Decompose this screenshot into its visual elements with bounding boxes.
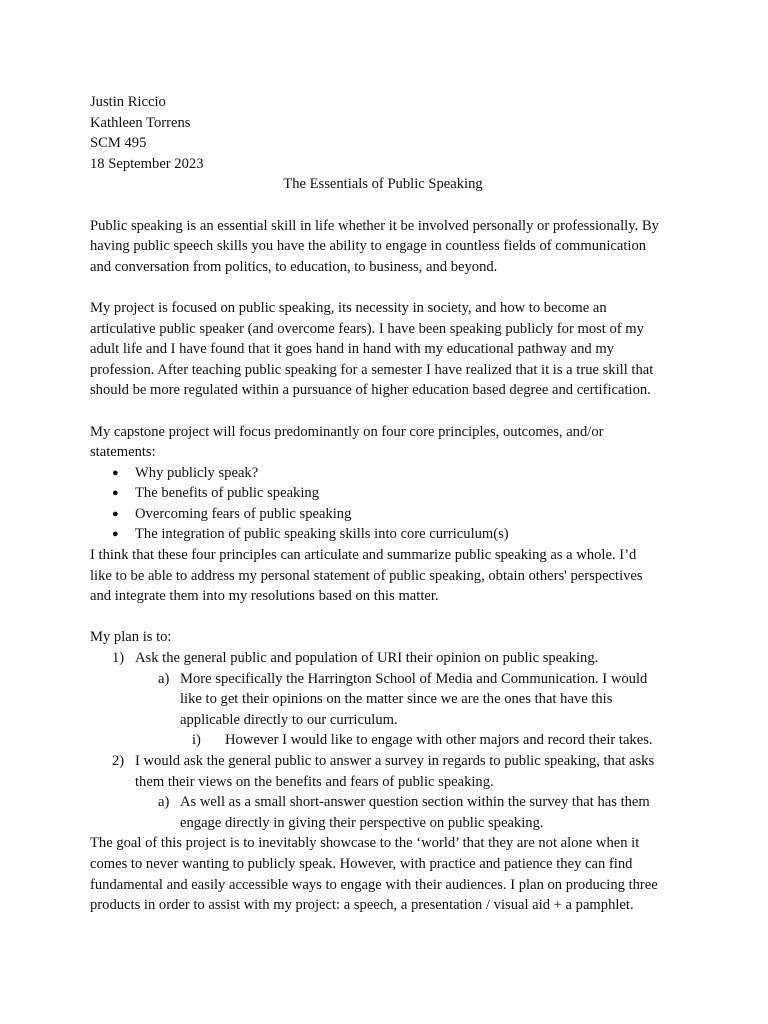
paragraph-line: I think that these four principles can articulate and summarize public speaking as a whole. I’d [90,547,637,564]
list-item: ● Overcoming fears of public speaking [90,504,690,525]
paragraph-line: comes to never wanting to publicly speak. However, with practice and patience they can find [90,855,633,872]
course-code: SCM 495 [90,135,147,152]
plan-heading: My plan is to: [90,629,172,646]
paragraph-line: and integrate them into my resolutions based on this matter. [90,588,439,605]
list-marker: i) [192,732,201,749]
list-marker: 2) [112,753,125,769]
plan-item-1ai: i) However I would like to engage with other majors and record their takes. [90,730,690,751]
intro-paragraph [90,216,690,278]
paragraph-line: articulative public speaker (and overcome fears). I have been speaking publicly for most of my [90,320,644,337]
document-body [90,92,690,916]
instructor-name: Kathleen Torrens [90,114,191,131]
document-title: The Essentials of Public Speaking [283,176,483,193]
paragraph-line: The goal of this project is to inevitably showcase to the ‘world’ that they are not alone when it [90,835,640,852]
paragraph-line: like to be able to address my personal statement of public speaking, obtain others' perspectives [90,567,643,584]
paragraph-line: profession. After teaching public speaking for a semester I have realized that it is a true skill that [90,361,654,378]
paragraph-line: Public speaking is an essential skill in life whether it be involved personally or professionally. By [90,217,659,234]
list-marker: a) [158,670,170,687]
paragraph-line: should be more regulated within a pursuance of higher education based degree and certification. [90,382,651,399]
list-marker: a) [158,794,170,811]
plan-item-1: 1) Ask the general public and population of URI their opinion on public speaking. [90,648,690,669]
paragraph-line: having public speech skills you have the ability to engage in countless fields of communication [90,238,647,255]
list-item: ● The benefits of public speaking [90,483,690,504]
document-date: 18 September 2023 [90,155,204,172]
author-name: Justin Riccio [90,94,166,110]
paragraph-line: and conversation from politics, to education, to business, and beyond. [90,258,498,275]
principles-list [90,463,690,545]
paragraph-line: My project is focused on public speaking, its necessity in society, and how to become an [90,299,607,316]
paragraph-line: adult life and I have found that it goes hand in hand with my educational pathway and my [90,341,615,358]
project-paragraph [90,298,690,401]
paragraph-line: products in order to assist with my project: a speech, a presentation / visual aid + a pamphlet. [90,897,634,914]
plan-item-2a: a) As well as a small short-answer question section within the survey that has them engage directly in giving their perspective on public speaking. [158,794,650,831]
bullet-icon: ● [112,528,119,541]
bullet-icon: ● [112,466,119,479]
paragraph-line: statements: [90,444,156,461]
goal-paragraph [90,833,690,915]
plan-item-2: 2) I would ask the general public to answer a survey in regards to public speaking, that asks them their views on the benefits and fears of public speaking. [112,753,655,790]
bullet-icon: ● [112,507,119,520]
list-item: ● The integration of public speaking skills into core curriculum(s) [90,524,690,545]
bullet-icon: ● [112,487,119,500]
plan-item-1a: a) More specifically the Harrington School of Media and Communication. I would like to get their opinions on the matter since we are the ones that have this applicable directly to our curriculum. [158,670,648,728]
paragraph-line: fundamental and easily accessible ways to engage with their audiences. I plan on producing three [90,876,658,893]
plan-list [90,648,690,833]
list-item: ● Why publicly speak? [90,463,690,484]
document-header [90,92,690,174]
list-marker: 1) [112,650,125,667]
paragraph-line: My capstone project will focus predominantly on four core principles, outcomes, and/or [90,423,604,440]
capstone-intro [90,422,690,463]
principles-summary [90,545,690,607]
